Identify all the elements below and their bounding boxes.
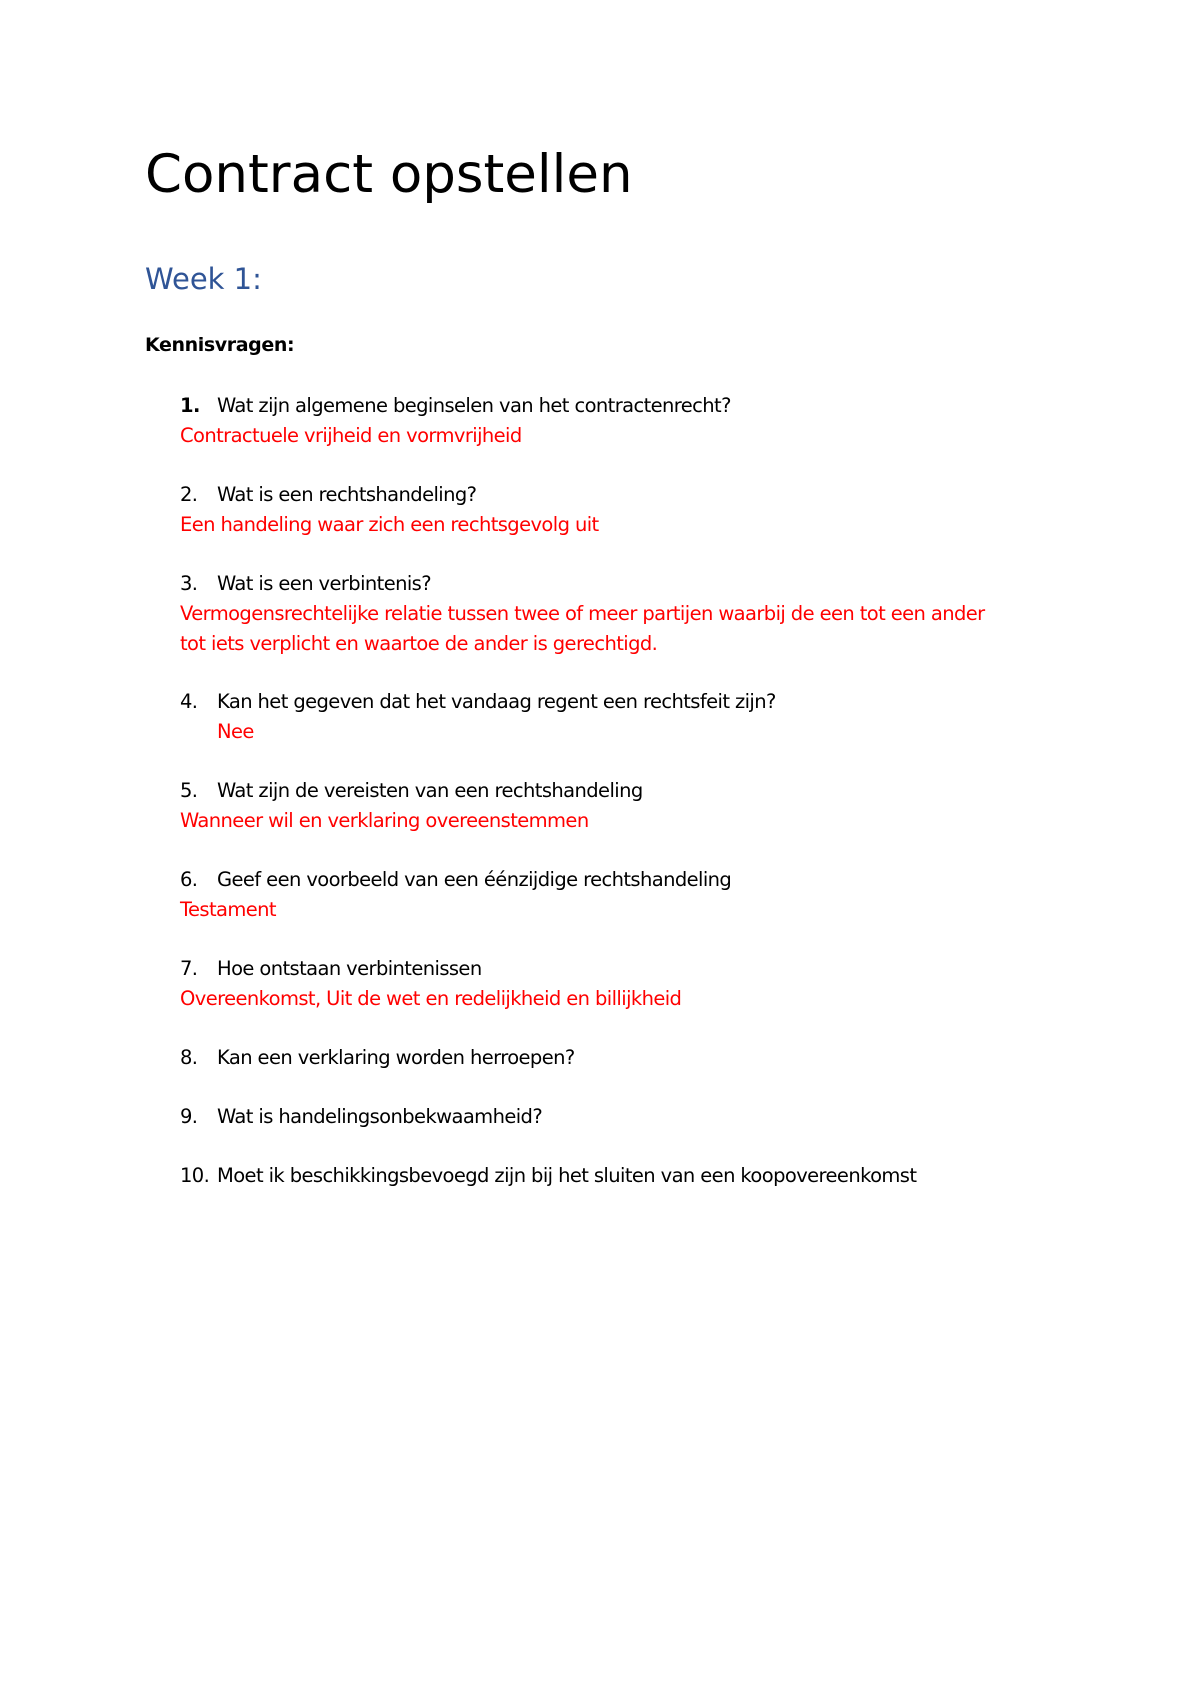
document-title: Contract opstellen [145, 144, 633, 205]
question-number: 9. [180, 1105, 198, 1128]
question-text: Wat zijn de vereisten van een rechtshandeling [217, 779, 643, 802]
answer-text: Nee [217, 720, 254, 743]
answer-text: tot iets verplicht en waartoe de ander is gerechtigd. [180, 632, 658, 655]
answer-text: Wanneer wil en verklaring overeenstemmen [180, 809, 589, 832]
question-number: 4. [180, 690, 198, 713]
question-text: Kan het gegeven dat het vandaag regent een rechtsfeit zijn? [217, 690, 776, 713]
section-label: Kennisvragen: [145, 334, 295, 356]
question-text: Hoe ontstaan verbintenissen [217, 957, 482, 980]
question-text: Wat is een verbintenis? [217, 572, 431, 595]
question-number: 6. [180, 868, 198, 891]
question-number: 7. [180, 957, 198, 980]
question-text: Wat is een rechtshandeling? [217, 483, 477, 506]
question-text: Geef een voorbeeld van een éénzijdige rechtshandeling [217, 868, 732, 891]
answer-text: Overeenkomst, Uit de wet en redelijkheid en billijkheid [180, 987, 682, 1010]
question-number: 5. [180, 779, 198, 802]
question-text: Kan een verklaring worden herroepen? [217, 1046, 575, 1069]
week-heading: Week 1: [145, 262, 262, 296]
question-number: 3. [180, 572, 198, 595]
question-text: Wat zijn algemene beginselen van het contractenrecht? [217, 394, 731, 417]
question-number: 2. [180, 483, 198, 506]
answer-text: Contractuele vrijheid en vormvrijheid [180, 424, 522, 447]
question-text: Moet ik beschikkingsbevoegd zijn bij het sluiten van een koopovereenkomst [217, 1164, 917, 1187]
question-number: 1. [180, 394, 200, 417]
question-number: 8. [180, 1046, 198, 1069]
answer-text: Testament [180, 898, 276, 921]
question-text: Wat is handelingsonbekwaamheid? [217, 1105, 543, 1128]
question-number: 10. [180, 1164, 210, 1187]
answer-text: Vermogensrechtelijke relatie tussen twee of meer partijen waarbij de een tot een ander [180, 602, 985, 625]
answer-text: Een handeling waar zich een rechtsgevolg uit [180, 513, 599, 536]
